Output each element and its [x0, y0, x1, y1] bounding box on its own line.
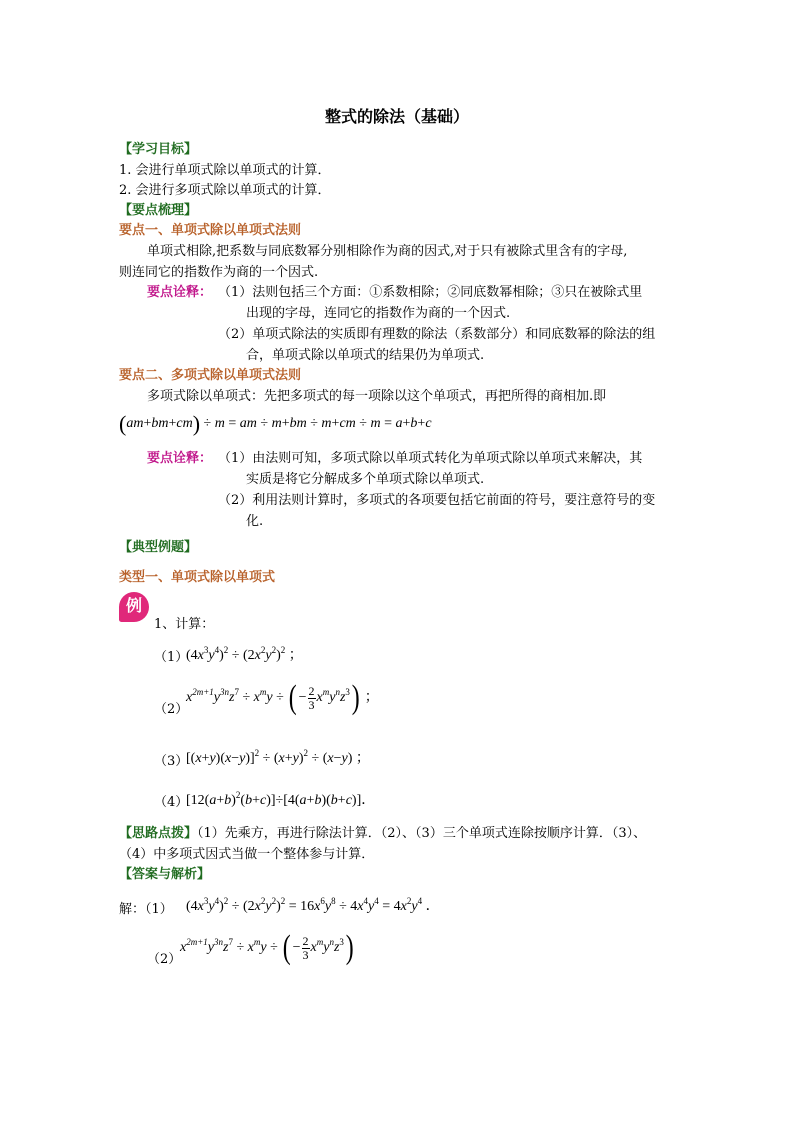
hint-text-line1: （1）先乘方，再进行除法计算．（2）、（3）三个单项式连除按顺序计算．（3）、 — [197, 826, 647, 841]
q3-label: （3） — [154, 754, 189, 769]
point1-text-line2: 则连同它的指数作为商的一个因式. — [119, 265, 319, 280]
point2-note2-line1: （2）利用法则计算时，多项式的各项要包括它前面的符号，要注意符号的变 — [218, 493, 656, 508]
formula-polynomial-division: (am+bm+cm) ÷ m = am ÷ m+bm ÷ m+cm ÷ m = a+b+c — [119, 411, 432, 436]
point2-heading: 要点二、多项式除以单项式法则 — [119, 368, 302, 383]
goal-item-1: 1. 会进行单项式除以单项式的计算． — [119, 163, 331, 178]
point2-text-line1: 多项式除以单项式：先把多项式的每一项除以这个单项式，再把所得的商相加.即 — [147, 389, 607, 404]
q3-expression: $[(x+y)(x-y)]^2 \div (x+y)^2 \div (x-y)$ ； — [186, 748, 370, 766]
q1-expression: $(4x^3y^4)^2 \div (2x^2y^2)^2$ ； — [186, 645, 303, 663]
point1-note1-line1: （1）法则包括三个方面：①系数相除；②同底数幂相除；③只在被除式里 — [218, 285, 643, 300]
point1-heading: 要点一、单项式除以单项式法则 — [119, 223, 302, 238]
point1-note1-line2: 出现的字母，连同它的指数作为商的一个因式. — [246, 306, 511, 321]
point1-note-label: 要点诠释： — [147, 285, 213, 300]
point1-note2-line2: 合，单项式除以单项式的结果仍为单项式. — [246, 348, 485, 363]
solution-2-expression: $x^{2m+1}y^{3n}z^7 \div x^my$ ÷ ( − $\frac{2}{3}$ $x^my^nz^3$) — [180, 929, 354, 966]
point2-note2-line2: 化. — [246, 514, 264, 529]
point1-text-line1: 单项式相除,把系数与同底数幂分别相除作为商的因式,对于只有被除式里含有的字母, — [147, 244, 628, 259]
point2-note1-line2: 实质是将它分解成多个单项式除以单项式. — [246, 472, 485, 487]
q4-expression: $[12(a+b)^2(b+c)]\div[4(a+b)(b+c)]$． — [186, 790, 376, 808]
goals-heading: 【学习目标】 — [119, 142, 198, 157]
hint-text-line2: （4）中多项式因式当做一个整体参与计算． — [119, 847, 375, 862]
examples-heading: 【典型例题】 — [119, 540, 198, 555]
question-intro: 1、计算： — [154, 617, 215, 632]
example-badge-icon: 例 — [119, 592, 149, 622]
solution-1-expression: $(4x^3y^4)^2 \div (2x^2y^2)^2 = 16x^6y^8 \div 4x^4y^4 = 4x^2y^4$ ． — [186, 896, 440, 914]
goal-item-2: 2. 会进行多项式除以单项式的计算． — [119, 183, 331, 198]
hint-label: 【思路点拨】 — [119, 826, 198, 841]
points-heading: 【要点梳理】 — [119, 203, 198, 218]
point2-note1-line1: （1）由法则可知，多项式除以单项式转化为单项式除以单项式来解决，其 — [218, 451, 643, 466]
page-title: 整式的除法（基础） — [324, 107, 469, 126]
point2-note-label: 要点诠释： — [147, 451, 213, 466]
type1-heading: 类型一、单项式除以单项式 — [119, 570, 276, 585]
q2-label: （2） — [154, 702, 189, 717]
q1-label: （1） — [154, 650, 189, 665]
answer-heading: 【答案与解析】 — [119, 867, 211, 882]
q4-label: （4） — [154, 795, 189, 810]
q2-expression: $x^{2m+1}y^{3n}z^7 \div x^my$ ÷ ( − $\frac{2}{3}$ $x^my^nz^3$) ； — [186, 679, 379, 716]
solution-label: 解：（1） — [119, 902, 173, 917]
hint-line1 — [119, 822, 646, 841]
solution-2-label: （2） — [147, 952, 182, 967]
point1-note2-line1: （2）单项式除法的实质即有理数的除法（系数部分）和同底数幂的除法的组 — [218, 327, 656, 342]
